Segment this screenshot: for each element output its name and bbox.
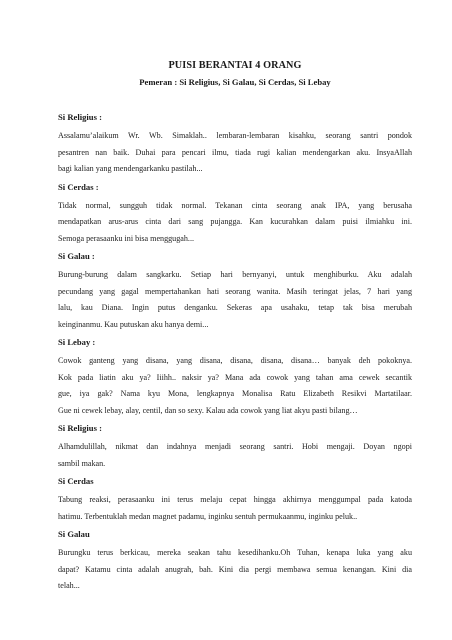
verse-text — [58, 439, 412, 472]
verse-text — [58, 267, 412, 333]
verse-line: Gue ni cewek lebay, alay, centil, dan so sexy. Kalau ada cowok yang liat akyu pasti bilang… — [58, 405, 358, 415]
speaker-name: Si Cerdas — [58, 476, 94, 486]
verse-line: Alhamdulillah, nikmat dan indahnya menjadi seorang santri. Hobi mengaji. Doyan ngopi — [58, 442, 412, 451]
verse-line: mendapatkan arus-arus cinta dari sang pujangga. Kan kucurahkan dalam puisi ilmiahku ini. — [58, 217, 412, 226]
verse-line: Tabung reaksi, perasaanku ini terus melaju cepat hingga akhirnya menggumpal pada katoda — [58, 495, 412, 504]
verse-line: lalu, kau Diana. Ingin putus denganku. Sekeras apa usahaku, tetap tak bisa merubah — [58, 303, 412, 312]
verse-line: gue, iya gak? Nama kyu Mona, lengkapnya Monalisa Ratu Elizabeth Resikvi Martatilaar. — [58, 389, 412, 398]
verse-line: bagi kalian yang mendengarkanku pastilah... — [58, 164, 203, 173]
verse-text — [58, 545, 412, 595]
verse-line: pecundang yang gagal mempertahankan hati seorang wanita. Masih teringat jelas, 7 hari yang — [58, 286, 412, 296]
verse-section — [58, 111, 412, 178]
speaker-name: Si Galau — [58, 529, 90, 539]
verse-line: Burung-burung dalam sangkarku. Setiap hari bernyanyi, untuk menghiburku. Aku adalah — [58, 270, 412, 279]
verse-line: Cowok ganteng yang disana, yang disana, disana, disana, disana… banyak deh pokoknya. — [58, 356, 412, 365]
verse-text — [58, 492, 412, 525]
speaker-name: Si Lebay : — [58, 337, 96, 347]
verse-line: Semoga perasaanku ini bisa menggugah... — [58, 233, 194, 243]
verse-section — [58, 422, 412, 472]
poem-body — [58, 111, 412, 595]
verse-text — [58, 198, 412, 248]
verse-line: pesantren nan baik. Duhai para pencari ilmu, tiada rugi kalian mendengarkan aku. InsyaAllah — [58, 147, 412, 157]
verse-line: keinginanmu. Kau putuskan aku hanya demi... — [58, 319, 209, 329]
verse-section — [58, 336, 412, 419]
verse-line: Burungku terus berkicau, mereka seakan tahu kesedihanku.Oh Tuhan, kenapa luka yang aku — [58, 548, 412, 557]
verse-section — [58, 528, 412, 595]
speaker-name: Si Galau : — [58, 251, 95, 261]
verse-line: Tidak normal, sungguh tidak normal. Tekanan cinta seorang anak IPA, yang berusaha — [58, 200, 412, 210]
poem-title: PUISI BERANTAI 4 ORANG — [168, 60, 302, 71]
verse-text — [58, 128, 412, 178]
verse-line: sambil makan. — [58, 458, 106, 468]
verse-section — [58, 250, 412, 333]
verse-line: hatimu. Terbentuklah medan magnet padamu, inginku sentuh permukaanmu, inginku peluk.. — [58, 511, 358, 521]
verse-section — [58, 181, 412, 248]
speaker-name: Si Cerdas : — [58, 181, 99, 192]
verse-line: telah... — [58, 581, 80, 590]
speaker-name: Si Religius : — [58, 423, 102, 433]
verse-section — [58, 475, 412, 525]
verse-line: Assalamu’alaikum Wr. Wb. Simaklah.. lembaran-lembaran kisahku, seorang santri pondok — [58, 131, 412, 140]
verse-text — [58, 353, 412, 419]
verse-line: dapat? Katamu cinta adalah anugrah, bah. Kini dia pergi membawa semua kenangan. Kini dia — [58, 564, 412, 574]
verse-line: Kok pada liatin aku ya? Iiihh.. naksir ya? Mana ada cowok yang tahan ama cewek secantik — [58, 372, 412, 382]
speaker-name: Si Religius : — [58, 112, 102, 122]
cast-list: Pemeran : Si Religius, Si Galau, Si Cerdas, Si Lebay — [139, 77, 331, 87]
